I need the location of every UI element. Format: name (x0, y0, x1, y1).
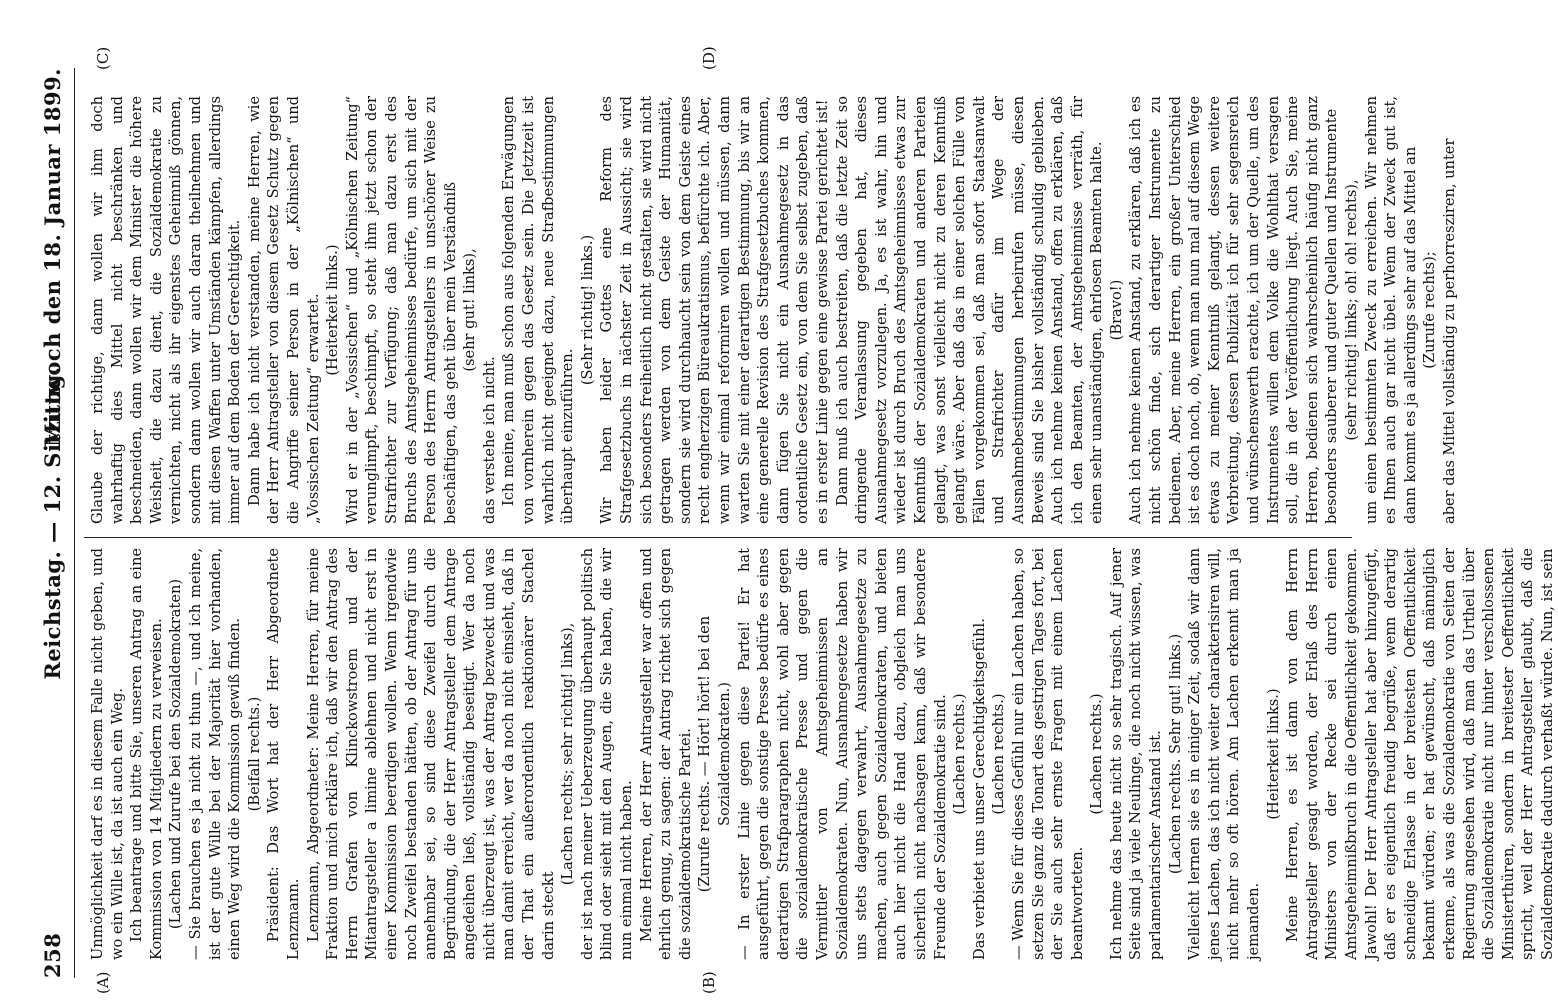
paragraph: Ich meine, man muß schon aus folgenden Erwägungen von vornherein gegen das Gesetz sein. Die Jetztzeit ist wahrlich nicht geeignet dazu, neue Strafbestimmungen überhaupt einzuführen. (500, 96, 577, 524)
column-divider (84, 537, 1352, 538)
page-number: 258 (40, 932, 65, 978)
paragraph: (Lachen rechts; sehr richtig! links), (559, 622, 577, 886)
paragraph: Präsident: Das Wort hat der Herr Abgeordnete Lenzmann. (265, 548, 302, 960)
paragraph: (Sehr richtig! links.) (578, 234, 596, 386)
paragraph: (Lachen rechts.) (951, 693, 969, 815)
paragraph: (Heiterkeit links.) (324, 244, 342, 376)
paragraph: (Beifall rechts.) (245, 696, 263, 812)
paragraph: Ich beantrage und bitte Sie, unseren Antrag an eine Kommission von 14 Mitgliedern zu verweisen. (128, 548, 165, 960)
paragraph: um einen bestimmten Zweck zu erreichen. Wir nehmen es Ihnen auch gar nicht übel. Wenn der Zweck gut ist, dann kommt es ja allerdings sehr auf das Mittel an (1362, 96, 1419, 524)
paragraph: Das verbietet uns unser Gerechtigkeitsgefühl. (970, 618, 988, 960)
paragraph: das verstehe ich nicht. (480, 356, 498, 524)
paragraph: (sehr richtig! links; oh! oh! rechts), (1343, 179, 1360, 441)
paragraph: (Lachen und Zurufe bei den Sozialdemokraten) (167, 578, 185, 930)
paragraph: Meine Herren, es ist dann von dem Herrn Antragsteller gesagt worden, der Erlaß des Herrn Ministers von der Recke sei durch einen Amtsgeheimnißbruch in die Oeffentlichkeit gekommen. Jawohl! Der Herr Antragsteller hat aber hinzugefügt, daß er es eigentlich freudig begrüße, wenn derartig schneidige Erlasse in der breitesten Oeffentlichkeit bekannt würden; er hat gewünscht, daß männiglich erkenne, als was die Sozialdemokratie von Seiten der Regierung angesehen wird, daß man das Urtheil über die Sozialdemokratie nicht nur hinter verschlossenen Ministerthüren, sondern in breitester Oeffentlichkeit spricht, weil der Herr Antragsteller glaubt, daß die Sozialdemokratie dadurch verhaßt würde. Nun, ist sein (1284, 548, 1556, 960)
margin-marker-d: (D) (700, 46, 718, 70)
paragraph: Wir haben leider Gottes eine Reform des Strafgesetzbuchs in nächster Zeit in Aussicht; sie wird sich besonders freiheitlich nicht gestalten, sie wird nicht getragen werden von dem Geiste der Humanität, sondern sie wird durchhaucht sein von dem Geiste eines recht engherzigen Büreaukratismus, befürchte ich. Aber, wenn wir einmal reformiren wollen und müssen, dann warten Sie mit einer derartigen Bestimmung, bis wir an eine generelle Revision des Strafgesetzbuches kommen, dann fügen Sie nicht ein Ausnahmegesetz in das ordentliche Gesetz ein, von dem Sie selbst zugeben, daß es in erster Linie gegen eine gewisse Partei gerichtet ist! (598, 96, 831, 524)
paragraph: — Wenn Sie für dieses Gefühl nur ein Lachen haben, so setzen Sie ganz die Tonart des gestrigen Tages fort, bei der Sie auch sehr ernste Fragen mit einem Lachen beantworteten. (1009, 548, 1086, 960)
paragraph: Glaube der richtige, dann wollen wir ihm doch wahrhaftig dies Mittel nicht beschränken und beschneiden, dann wollen wir dem Minister die höhere Weisheit, die dazu dient, die Sozialdemokratie zu vernichten, nicht als ihr eigenstes Geheimniß gönnen, sondern dann wollen wir auch daran theilnehmen und mit diesen Waffen unter Umständen kämpfen, allerdings immer auf dem Boden der Gerechtigkeit. (89, 96, 244, 524)
right-column (88, 96, 1458, 524)
paragraph: (sehr gut! links), (461, 248, 479, 372)
paragraph: aber das Mittel vollständig zu perhorresziren, unter (1440, 138, 1458, 524)
margin-marker-b: (B) (700, 971, 718, 994)
paragraph: Lenzmann, Abgeordneter: Meine Herren, für meine Fraktion und mich erkläre ich, daß wir den Antrag des Herrn Grafen von Klinckowstroem und der Mitantragsteller a limine ablehnen und nicht erst in einer Kommission beerdigen wollen. Wenn irgendwie noch Zweifel bestanden hätten, ob der Antrag für uns annehmbar sei, so sind diese Zweifel durch die Begründung, die der Herr Antragsteller dem Antrage angedeihen ließ, vollständig beseitigt. Wer da noch nicht überzeugt ist, was der Antrag bezweckt und was man damit erreicht, wer da noch nicht einsieht, daß in der That ein außerordentlich reaktionärer Stachel darin steckt (304, 548, 557, 960)
margin-marker-a: (A) (94, 971, 112, 994)
paragraph: Meine Herren, der Herr Antragsteller war offen und ehrlich genug, zu sagen: der Antrag richtet sich gegen die sozialdemokratische Partei. (637, 548, 694, 960)
paragraph: (Heiterkeit links.) (1264, 688, 1282, 820)
page-header (34, 68, 74, 978)
paragraph: (Lachen rechts. Sehr gut! links.) (1166, 633, 1184, 875)
paragraph: — Sie brauchen es ja nicht zu thun —, und ich meine, ist der gute Wille bei der Majorität hier vorhanden, einen Weg wird die Kommission gewiß finden. (186, 548, 244, 960)
paragraph: Dann habe ich nicht verstanden, meine Herren, wie der Herr Antragsteller von diesem Gesetz Schutz gegen die Angriffe seiner Person in der „Kölnischen“ und „Vossischen Zeitung“ erwartet. (245, 96, 322, 524)
margin-marker-c: (C) (94, 46, 112, 70)
paragraph: (Zurufe rechts. — Hört! hört! bei den Sozialdemokraten.) (696, 615, 733, 893)
paragraph: (Lachen rechts.) (1088, 693, 1106, 815)
paragraph: (Lachen rechts.) (990, 693, 1008, 815)
header-divider (74, 68, 75, 978)
session-title: Reichstag. — 12. Sitzung. (40, 366, 65, 680)
paragraph: der ist nach meiner Ueberzeugung überhaupt politisch blind oder sieht mit den Augen, die Sie haben, die wir nun einmal nicht haben. (578, 548, 636, 960)
left-column (88, 548, 1556, 960)
paragraph: Unmöglichkeit darf es in diesem Falle nicht geben, und wo ein Wille ist, da ist auch ein Weg. (89, 548, 126, 960)
paragraph: Ich nehme das heute nicht so sehr tragisch. Auf jener Seite sind ja viele Neulinge, die noch nicht wissen, was parlamentarischer Anstand ist. (1107, 548, 1165, 960)
paragraph: Wird er in der „Vossischen“ und „Kölnischen Zeitung“ verunglimpft, beschimpft, so steht ihm jetzt schon der Strafrichter zur Verfügung; daß man dazu erst des Bruchs des Amtsgeheimnisses bedürfe, um sich mit der Person des Herrn Antragstellers in unschöner Weise zu beschäftigen, das geht über mein Verständniß (343, 96, 459, 524)
paragraph: — In erster Linie gegen diese Partei! Er hat ausgeführt, gegen die sonstige Presse bedürfe es eines derartigen Strafparagraphen nicht, wohl aber gegen die sozialdemokratische Presse und gegen die Vermittler von Amtsgeheimnissen an Sozialdemokraten. Nun, Ausnahmegesetze haben wir uns stets dagegen verwahrt, Ausnahmegesetze zu machen, auch gegen Sozialdemokraten, und bieten auch hier nicht die Hand dazu, obgleich man uns sicherlich nicht nachsagen kann, daß wir besondere Freunde der Sozialdemokratie sind. (735, 548, 949, 960)
paragraph: Auch ich nehme keinen Anstand, zu erklären, daß ich es nicht schön finde, sich derartiger Instrumente zu bedienen. Aber, meine Herren, ein großer Unterschied ist es doch noch, ob, wenn man nun mal auf diesem Wege etwas zu meiner Kenntniß gelangt, dessen weitere Verbreitung, dessen Publizität ich für sehr segensreich und wünschenswerth erachte, ich um der Quelle, um des Instrumentes willen dem Volke die Wohlthat versagen soll, die in der Veröffentlichung liegt. Auch Sie, meine Herren, bedienen sich wahrscheinlich häufig nicht ganz besonders sauberer und guter Quellen und Instrumente (1127, 96, 1341, 524)
paragraph: Dann muß ich auch bestreiten, daß die letzte Zeit so dringende Veranlassung gegeben hat, dieses Ausnahmegesetz vorzulegen. Ja, es ist wahr, hin und wieder ist durch Bruch des Amtsgeheimnisses etwas zur Kenntniß der Sozialdemokraten und anderen Parteien gelangt, was sonst vielleicht nicht zu deren Kenntniß gelangt wäre. Aber daß das in einer solchen Fülle von Fällen vorgekommen sei, daß man sofort Staatsanwalt und Strafrichter dafür im Wege der Ausnahmebestimmungen herbeirufen müsse, diesen Beweis sind Sie bisher vollständig schuldig geblieben. Auch ich nehme keinen Anstand, offen zu erklären, daß ich den Beamten, der Amtsgeheimnisse verräth, für einen sehr unanständigen, ehrlosen Beamten halte. (833, 96, 1106, 524)
session-date: Mittwoch den 18. Januar 1899. (40, 68, 65, 447)
paragraph: (Zurufe rechts); (1421, 251, 1439, 369)
paragraph: (Bravo!) (1107, 279, 1125, 341)
paragraph: Vielleicht lernen sie es in einiger Zeit, sodaß wir dann jenes Lachen, das ich nicht weiter charakterisiren will, nicht mehr so oft hören. Am Lachen erkennt man ja jemanden. (1186, 548, 1263, 960)
